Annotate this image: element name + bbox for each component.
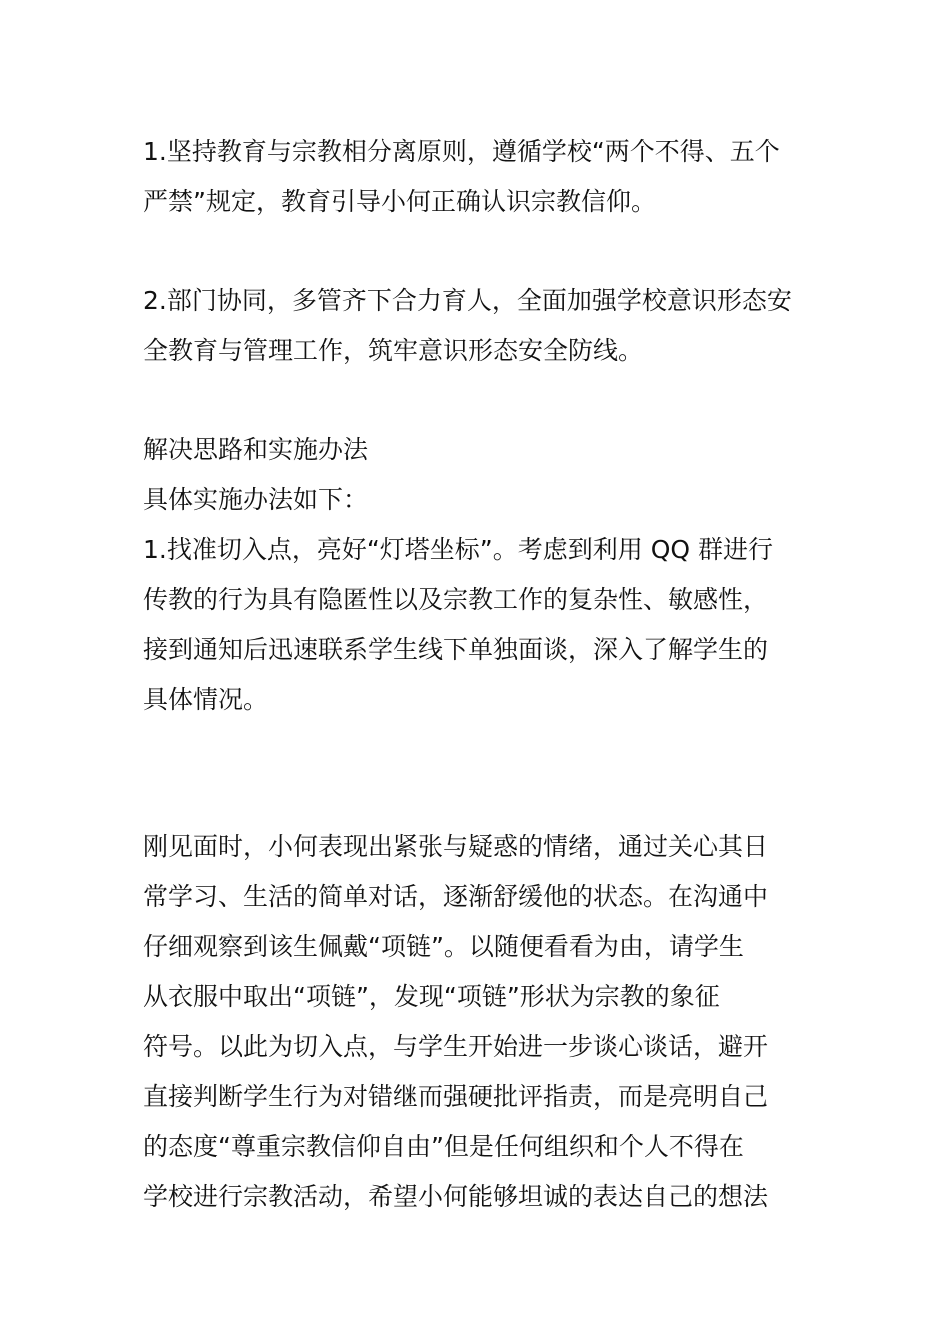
paragraph-principle-separation bbox=[143, 127, 813, 227]
text-line: 1.坚持教育与宗教相分离原则，遵循学校“两个不得、五个 bbox=[143, 137, 780, 166]
text-line: 学校进行宗教活动，希望小何能够坦诚的表达自己的想法 bbox=[143, 1182, 769, 1211]
text-line: 全教育与管理工作，筑牢意识形态安全防线。 bbox=[143, 336, 644, 365]
text-line: 严禁”规定，教育引导小何正确认识宗教信仰。 bbox=[143, 187, 656, 216]
text-line: 符号。以此为切入点，与学生开始进一步谈心谈话，避开 bbox=[143, 1032, 769, 1061]
text-line: 从衣服中取出“项链”，发现“项链”形状为宗教的象征 bbox=[143, 982, 720, 1011]
text-line: 具体实施办法如下： bbox=[143, 485, 369, 514]
text-line: 直接判断学生行为对错继而强硬批评指责，而是亮明自己 bbox=[143, 1082, 769, 1111]
paragraph-department-cooperation bbox=[143, 276, 813, 376]
text-line: 的态度“尊重宗教信仰自由”但是任何组织和个人不得在 bbox=[143, 1132, 744, 1161]
text-line: 1.找准切入点，亮好“灯塔坐标”。考虑到利用 QQ 群进行 bbox=[143, 535, 774, 564]
text-line: 常学习、生活的简单对话，逐渐舒缓他的状态。在沟通中 bbox=[143, 882, 769, 911]
text-line: 仔细观察到该生佩戴“项链”。以随便看看为由，请学生 bbox=[143, 932, 744, 961]
text-line: 刚见面时，小何表现出紧张与疑惑的情绪，通过关心其日 bbox=[143, 832, 769, 861]
paragraph-first-meeting bbox=[143, 822, 813, 1222]
paragraph-solution-approach bbox=[143, 425, 813, 725]
text-line: 传教的行为具有隐匿性以及宗教工作的复杂性、敏感性， bbox=[143, 585, 769, 614]
section-heading: 解决思路和实施办法 bbox=[143, 435, 369, 464]
text-line: 具体情况。 bbox=[143, 685, 269, 714]
text-line: 2.部门协同，多管齐下合力育人，全面加强学校意识形态安 bbox=[143, 286, 792, 315]
text-line: 接到通知后迅速联系学生线下单独面谈，深入了解学生的 bbox=[143, 635, 769, 664]
